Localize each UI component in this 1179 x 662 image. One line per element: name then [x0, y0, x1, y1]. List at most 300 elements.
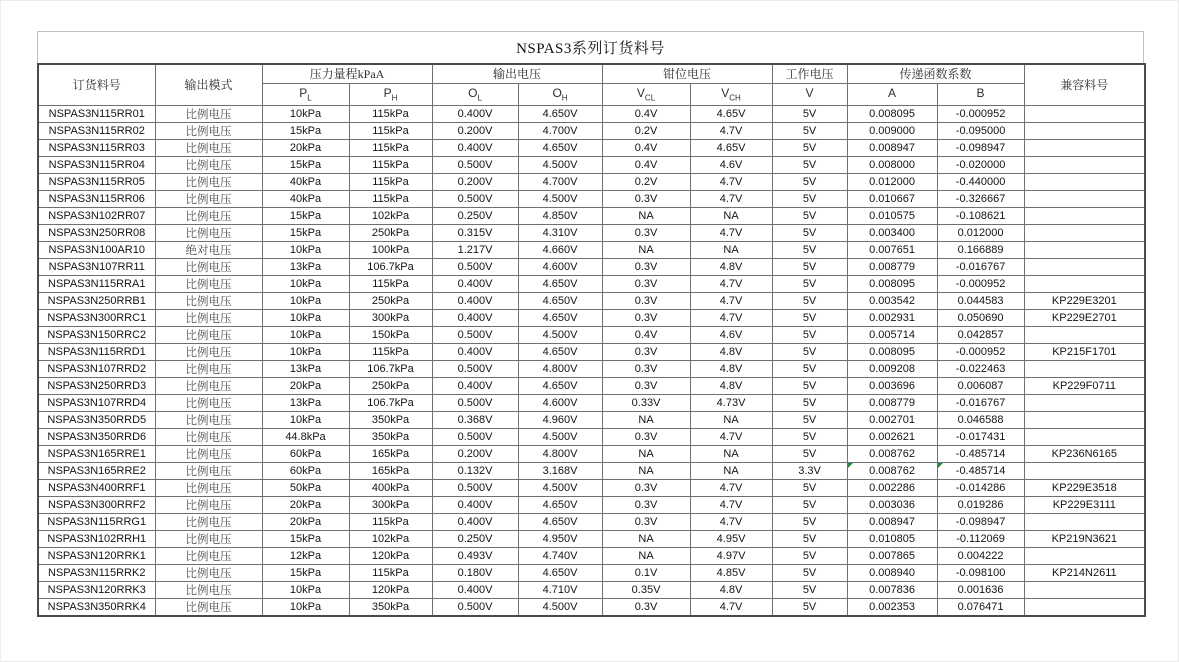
- cell-v: 5V: [772, 190, 847, 207]
- cell-mode: 比例电压: [155, 156, 262, 173]
- cell-ph: 250kPa: [349, 377, 432, 394]
- cell-mode: 比例电压: [155, 445, 262, 462]
- table-row: [38, 411, 1145, 428]
- cell-part: NSPAS3N150RRC2: [38, 326, 155, 343]
- cell-oh: 4.650V: [518, 292, 602, 309]
- cell-pl: 40kPa: [262, 190, 349, 207]
- cell-part: NSPAS3N300RRC1: [38, 309, 155, 326]
- cell-pl: 20kPa: [262, 139, 349, 156]
- table-row: [38, 360, 1145, 377]
- cell-v: 5V: [772, 598, 847, 616]
- cell-ph: 115kPa: [349, 122, 432, 139]
- cell-oh: 4.650V: [518, 496, 602, 513]
- cell-vch: 4.8V: [690, 258, 772, 275]
- cell-vcl: 0.4V: [602, 105, 690, 122]
- cell-b: 0.050690: [937, 309, 1024, 326]
- cell-oh: 4.650V: [518, 275, 602, 292]
- cell-vch: 4.7V: [690, 513, 772, 530]
- cell-mode: 绝对电压: [155, 241, 262, 258]
- cell-vcl: 0.1V: [602, 564, 690, 581]
- cell-vcl: NA: [602, 241, 690, 258]
- cell-mode: 比例电压: [155, 122, 262, 139]
- cell-mode: 比例电压: [155, 598, 262, 616]
- cell-vcl: NA: [602, 462, 690, 479]
- cell-oh: 4.710V: [518, 581, 602, 598]
- cell-mode: 比例电压: [155, 547, 262, 564]
- table-row: [38, 530, 1145, 547]
- cell-vcl: 0.4V: [602, 156, 690, 173]
- cell-b: 0.004222: [937, 547, 1024, 564]
- table-row: [38, 462, 1145, 479]
- cell-mode: 比例电压: [155, 343, 262, 360]
- cell-oh: 4.650V: [518, 513, 602, 530]
- cell-pl: 10kPa: [262, 326, 349, 343]
- table-row: [38, 224, 1145, 241]
- cell-vch: 4.8V: [690, 581, 772, 598]
- cell-a: 0.002286: [847, 479, 937, 496]
- cell-v: 5V: [772, 292, 847, 309]
- cell-pl: 13kPa: [262, 360, 349, 377]
- cell-part: NSPAS3N102RRH1: [38, 530, 155, 547]
- cell-a: 0.009000: [847, 122, 937, 139]
- cell-ol: 0.400V: [432, 343, 518, 360]
- cell-mode: 比例电压: [155, 462, 262, 479]
- cell-b: -0.000952: [937, 105, 1024, 122]
- cell-vch: 4.95V: [690, 530, 772, 547]
- subheader-ph: $P_H$: [349, 83, 432, 105]
- cell-b: -0.112069: [937, 530, 1024, 547]
- table-row: [38, 241, 1145, 258]
- cell-ph: 106.7kPa: [349, 258, 432, 275]
- cell-mode: 比例电压: [155, 207, 262, 224]
- cell-b: -0.098947: [937, 139, 1024, 156]
- cell-vcl: 0.3V: [602, 224, 690, 241]
- cell-ph: 115kPa: [349, 275, 432, 292]
- cell-v: 5V: [772, 309, 847, 326]
- cell-part: NSPAS3N102RR07: [38, 207, 155, 224]
- cell-a: 0.003400: [847, 224, 937, 241]
- cell-a: 0.003542: [847, 292, 937, 309]
- table-row: [38, 428, 1145, 445]
- cell-a: 0.002931: [847, 309, 937, 326]
- cell-b: 0.046588: [937, 411, 1024, 428]
- cell-ol: 0.315V: [432, 224, 518, 241]
- cell-compat: [1024, 258, 1145, 275]
- cell-compat: KP229E3201: [1024, 292, 1145, 309]
- cell-mode: 比例电压: [155, 479, 262, 496]
- cell-vcl: 0.3V: [602, 496, 690, 513]
- subheader-v: V: [772, 83, 847, 105]
- excel-error-triangle-icon: [848, 463, 853, 468]
- cell-compat: KP215F1701: [1024, 343, 1145, 360]
- cell-oh: 4.600V: [518, 258, 602, 275]
- cell-vch: 4.85V: [690, 564, 772, 581]
- cell-oh: 4.500V: [518, 598, 602, 616]
- cell-a: 0.002621: [847, 428, 937, 445]
- table-row: [38, 377, 1145, 394]
- cell-ol: 0.400V: [432, 581, 518, 598]
- cell-ph: 100kPa: [349, 241, 432, 258]
- cell-a: 0.005714: [847, 326, 937, 343]
- cell-pl: 10kPa: [262, 292, 349, 309]
- cell-oh: 4.600V: [518, 394, 602, 411]
- cell-vch: 4.7V: [690, 428, 772, 445]
- cell-mode: 比例电压: [155, 581, 262, 598]
- cell-oh: 4.310V: [518, 224, 602, 241]
- cell-oh: 4.650V: [518, 377, 602, 394]
- cell-vcl: 0.4V: [602, 326, 690, 343]
- table-row: [38, 513, 1145, 530]
- subheader-a: A: [847, 83, 937, 105]
- cell-vch: NA: [690, 445, 772, 462]
- cell-mode: 比例电压: [155, 428, 262, 445]
- cell-a: 0.008940: [847, 564, 937, 581]
- cell-oh: 4.500V: [518, 190, 602, 207]
- cell-mode: 比例电压: [155, 326, 262, 343]
- cell-vcl: NA: [602, 445, 690, 462]
- cell-vcl: 0.4V: [602, 139, 690, 156]
- cell-compat: [1024, 122, 1145, 139]
- part-number-table: [37, 63, 1146, 617]
- cell-ol: 0.200V: [432, 122, 518, 139]
- cell-vcl: NA: [602, 411, 690, 428]
- cell-oh: 4.950V: [518, 530, 602, 547]
- cell-ph: 106.7kPa: [349, 360, 432, 377]
- cell-compat: [1024, 411, 1145, 428]
- cell-compat: [1024, 156, 1145, 173]
- cell-oh: 4.500V: [518, 479, 602, 496]
- cell-compat: [1024, 598, 1145, 616]
- cell-v: 5V: [772, 360, 847, 377]
- cell-v: 5V: [772, 513, 847, 530]
- cell-pl: 40kPa: [262, 173, 349, 190]
- cell-vch: 4.97V: [690, 547, 772, 564]
- cell-pl: 15kPa: [262, 224, 349, 241]
- cell-compat: KP229E3111: [1024, 496, 1145, 513]
- cell-ph: 115kPa: [349, 513, 432, 530]
- cell-part: NSPAS3N350RRD6: [38, 428, 155, 445]
- cell-part: NSPAS3N115RR03: [38, 139, 155, 156]
- cell-oh: 4.850V: [518, 207, 602, 224]
- cell-mode: 比例电压: [155, 275, 262, 292]
- cell-vch: 4.8V: [690, 360, 772, 377]
- cell-mode: 比例电压: [155, 360, 262, 377]
- cell-b: -0.095000: [937, 122, 1024, 139]
- cell-pl: 50kPa: [262, 479, 349, 496]
- cell-v: 5V: [772, 139, 847, 156]
- cell-vch: 4.7V: [690, 496, 772, 513]
- cell-vch: 4.73V: [690, 394, 772, 411]
- cell-oh: 4.500V: [518, 428, 602, 445]
- cell-part: NSPAS3N350RRK4: [38, 598, 155, 616]
- cell-ol: 0.368V: [432, 411, 518, 428]
- cell-a: 0.008779: [847, 258, 937, 275]
- cell-ol: 0.500V: [432, 394, 518, 411]
- cell-vcl: 0.3V: [602, 275, 690, 292]
- cell-v: 5V: [772, 394, 847, 411]
- cell-vch: NA: [690, 462, 772, 479]
- cell-ol: 0.200V: [432, 173, 518, 190]
- cell-oh: 4.740V: [518, 547, 602, 564]
- cell-b: -0.022463: [937, 360, 1024, 377]
- cell-ol: 0.500V: [432, 598, 518, 616]
- table-row: [38, 156, 1145, 173]
- cell-ol: 0.400V: [432, 139, 518, 156]
- table-row: [38, 394, 1145, 411]
- cell-compat: [1024, 241, 1145, 258]
- cell-b: -0.485714: [937, 462, 1024, 479]
- cell-b: -0.440000: [937, 173, 1024, 190]
- cell-vch: 4.7V: [690, 598, 772, 616]
- cell-vcl: 0.2V: [602, 173, 690, 190]
- cell-a: 0.002701: [847, 411, 937, 428]
- cell-ph: 115kPa: [349, 190, 432, 207]
- cell-a: 0.008947: [847, 139, 937, 156]
- cell-compat: [1024, 224, 1145, 241]
- cell-b: -0.014286: [937, 479, 1024, 496]
- cell-mode: 比例电压: [155, 513, 262, 530]
- cell-pl: 20kPa: [262, 513, 349, 530]
- cell-mode: 比例电压: [155, 377, 262, 394]
- cell-vch: NA: [690, 207, 772, 224]
- col-header-working-voltage: 工作电压: [772, 64, 847, 83]
- table-row: [38, 105, 1145, 122]
- order-part-table: [37, 31, 1144, 617]
- cell-oh: 4.500V: [518, 156, 602, 173]
- cell-ol: 0.400V: [432, 309, 518, 326]
- cell-a: 0.008095: [847, 343, 937, 360]
- cell-v: 5V: [772, 105, 847, 122]
- cell-ph: 300kPa: [349, 496, 432, 513]
- table-row: [38, 564, 1145, 581]
- cell-part: NSPAS3N115RR01: [38, 105, 155, 122]
- cell-v: 5V: [772, 326, 847, 343]
- table-row: [38, 479, 1145, 496]
- cell-vch: 4.6V: [690, 156, 772, 173]
- cell-b: -0.108621: [937, 207, 1024, 224]
- cell-ph: 102kPa: [349, 530, 432, 547]
- table-row: [38, 343, 1145, 360]
- cell-ol: 0.400V: [432, 105, 518, 122]
- cell-pl: 15kPa: [262, 530, 349, 547]
- cell-vch: 4.7V: [690, 275, 772, 292]
- cell-compat: KP229E3518: [1024, 479, 1145, 496]
- cell-b: -0.016767: [937, 258, 1024, 275]
- cell-ph: 106.7kPa: [349, 394, 432, 411]
- cell-mode: 比例电压: [155, 224, 262, 241]
- cell-compat: KP219N3621: [1024, 530, 1145, 547]
- cell-a: 0.008947: [847, 513, 937, 530]
- cell-part: NSPAS3N115RR06: [38, 190, 155, 207]
- cell-part: NSPAS3N250RR08: [38, 224, 155, 241]
- subheader-ol: $O_L$: [432, 83, 518, 105]
- col-header-compatible: 兼容料号: [1024, 64, 1145, 105]
- cell-oh: 4.800V: [518, 360, 602, 377]
- cell-ol: 0.132V: [432, 462, 518, 479]
- cell-mode: 比例电压: [155, 496, 262, 513]
- table-row: [38, 292, 1145, 309]
- cell-part: NSPAS3N120RRK3: [38, 581, 155, 598]
- table-row: [38, 547, 1145, 564]
- cell-vch: 4.65V: [690, 139, 772, 156]
- cell-vcl: 0.3V: [602, 428, 690, 445]
- table-row: [38, 258, 1145, 275]
- cell-oh: 4.500V: [518, 326, 602, 343]
- cell-vcl: NA: [602, 207, 690, 224]
- cell-v: 5V: [772, 479, 847, 496]
- cell-b: -0.020000: [937, 156, 1024, 173]
- cell-a: 0.007651: [847, 241, 937, 258]
- cell-oh: 4.700V: [518, 173, 602, 190]
- cell-pl: 12kPa: [262, 547, 349, 564]
- cell-v: 5V: [772, 377, 847, 394]
- cell-ol: 0.500V: [432, 156, 518, 173]
- cell-b: 0.044583: [937, 292, 1024, 309]
- cell-vch: 4.65V: [690, 105, 772, 122]
- cell-a: 0.008000: [847, 156, 937, 173]
- cell-v: 5V: [772, 343, 847, 360]
- cell-oh: 4.650V: [518, 564, 602, 581]
- cell-b: -0.000952: [937, 275, 1024, 292]
- cell-part: NSPAS3N115RRD1: [38, 343, 155, 360]
- cell-ph: 115kPa: [349, 343, 432, 360]
- cell-a: 0.002353: [847, 598, 937, 616]
- cell-oh: 4.700V: [518, 122, 602, 139]
- cell-compat: [1024, 190, 1145, 207]
- cell-vch: NA: [690, 411, 772, 428]
- cell-pl: 10kPa: [262, 309, 349, 326]
- cell-b: -0.017431: [937, 428, 1024, 445]
- cell-vch: 4.7V: [690, 479, 772, 496]
- cell-ph: 400kPa: [349, 479, 432, 496]
- cell-b: 0.166889: [937, 241, 1024, 258]
- table-row: [38, 326, 1145, 343]
- cell-mode: 比例电压: [155, 411, 262, 428]
- table-row: [38, 207, 1145, 224]
- cell-pl: 60kPa: [262, 462, 349, 479]
- table-row: [38, 496, 1145, 513]
- table-title: NSPAS3系列订货料号: [37, 31, 1144, 63]
- cell-a: 0.009208: [847, 360, 937, 377]
- cell-vcl: 0.35V: [602, 581, 690, 598]
- cell-vch: 4.7V: [690, 190, 772, 207]
- cell-oh: 4.960V: [518, 411, 602, 428]
- cell-ol: 0.400V: [432, 275, 518, 292]
- cell-pl: 10kPa: [262, 275, 349, 292]
- cell-v: 5V: [772, 258, 847, 275]
- subheader-vcl: $V_{CL}$: [602, 83, 690, 105]
- cell-v: 5V: [772, 530, 847, 547]
- cell-a: 0.008762: [847, 462, 937, 479]
- cell-mode: 比例电压: [155, 292, 262, 309]
- cell-b: 0.001636: [937, 581, 1024, 598]
- cell-vch: 4.8V: [690, 343, 772, 360]
- cell-compat: [1024, 513, 1145, 530]
- cell-mode: 比例电压: [155, 190, 262, 207]
- cell-vch: 4.7V: [690, 224, 772, 241]
- subheader-vch: $V_{CH}$: [690, 83, 772, 105]
- cell-ph: 120kPa: [349, 581, 432, 598]
- cell-pl: 13kPa: [262, 394, 349, 411]
- subheader-pl: $P_L$: [262, 83, 349, 105]
- cell-pl: 13kPa: [262, 258, 349, 275]
- col-header-pressure-range: 压力量程kPaA: [262, 64, 432, 83]
- cell-a: 0.008779: [847, 394, 937, 411]
- cell-ph: 250kPa: [349, 224, 432, 241]
- cell-ph: 115kPa: [349, 139, 432, 156]
- cell-vch: NA: [690, 241, 772, 258]
- cell-b: 0.012000: [937, 224, 1024, 241]
- cell-part: NSPAS3N300RRF2: [38, 496, 155, 513]
- cell-vcl: 0.3V: [602, 598, 690, 616]
- cell-a: 0.003696: [847, 377, 937, 394]
- cell-mode: 比例电压: [155, 530, 262, 547]
- cell-a: 0.008762: [847, 445, 937, 462]
- cell-v: 5V: [772, 496, 847, 513]
- cell-vch: 4.7V: [690, 292, 772, 309]
- cell-mode: 比例电压: [155, 394, 262, 411]
- cell-ol: 0.400V: [432, 496, 518, 513]
- cell-b: 0.006087: [937, 377, 1024, 394]
- cell-a: 0.010667: [847, 190, 937, 207]
- cell-v: 5V: [772, 564, 847, 581]
- cell-part: NSPAS3N115RRK2: [38, 564, 155, 581]
- cell-pl: 60kPa: [262, 445, 349, 462]
- cell-part: NSPAS3N115RRG1: [38, 513, 155, 530]
- cell-b: -0.485714: [937, 445, 1024, 462]
- cell-compat: KP214N2611: [1024, 564, 1145, 581]
- cell-part: NSPAS3N115RR05: [38, 173, 155, 190]
- cell-mode: 比例电压: [155, 139, 262, 156]
- cell-a: 0.012000: [847, 173, 937, 190]
- table-row: [38, 173, 1145, 190]
- cell-ol: 0.400V: [432, 377, 518, 394]
- cell-a: 0.007836: [847, 581, 937, 598]
- cell-vcl: 0.3V: [602, 309, 690, 326]
- cell-part: NSPAS3N107RR11: [38, 258, 155, 275]
- cell-vch: 4.8V: [690, 377, 772, 394]
- cell-v: 5V: [772, 428, 847, 445]
- cell-vcl: 0.33V: [602, 394, 690, 411]
- cell-pl: 20kPa: [262, 496, 349, 513]
- cell-ol: 0.180V: [432, 564, 518, 581]
- cell-ph: 350kPa: [349, 598, 432, 616]
- cell-vcl: 0.3V: [602, 258, 690, 275]
- cell-b: -0.098100: [937, 564, 1024, 581]
- subheader-oh: $O_H$: [518, 83, 602, 105]
- cell-pl: 10kPa: [262, 581, 349, 598]
- table-row: [38, 598, 1145, 616]
- cell-a: 0.008095: [847, 105, 937, 122]
- cell-compat: KP236N6165: [1024, 445, 1145, 462]
- cell-ph: 165kPa: [349, 445, 432, 462]
- table-row: [38, 190, 1145, 207]
- cell-v: 5V: [772, 445, 847, 462]
- cell-v: 5V: [772, 411, 847, 428]
- cell-oh: 3.168V: [518, 462, 602, 479]
- cell-v: 5V: [772, 275, 847, 292]
- excel-error-triangle-icon: [938, 463, 943, 468]
- cell-ol: 0.250V: [432, 207, 518, 224]
- cell-pl: 15kPa: [262, 207, 349, 224]
- cell-pl: 15kPa: [262, 156, 349, 173]
- cell-v: 5V: [772, 547, 847, 564]
- cell-ph: 300kPa: [349, 309, 432, 326]
- cell-compat: [1024, 173, 1145, 190]
- cell-pl: 10kPa: [262, 105, 349, 122]
- cell-compat: [1024, 462, 1145, 479]
- cell-pl: 20kPa: [262, 377, 349, 394]
